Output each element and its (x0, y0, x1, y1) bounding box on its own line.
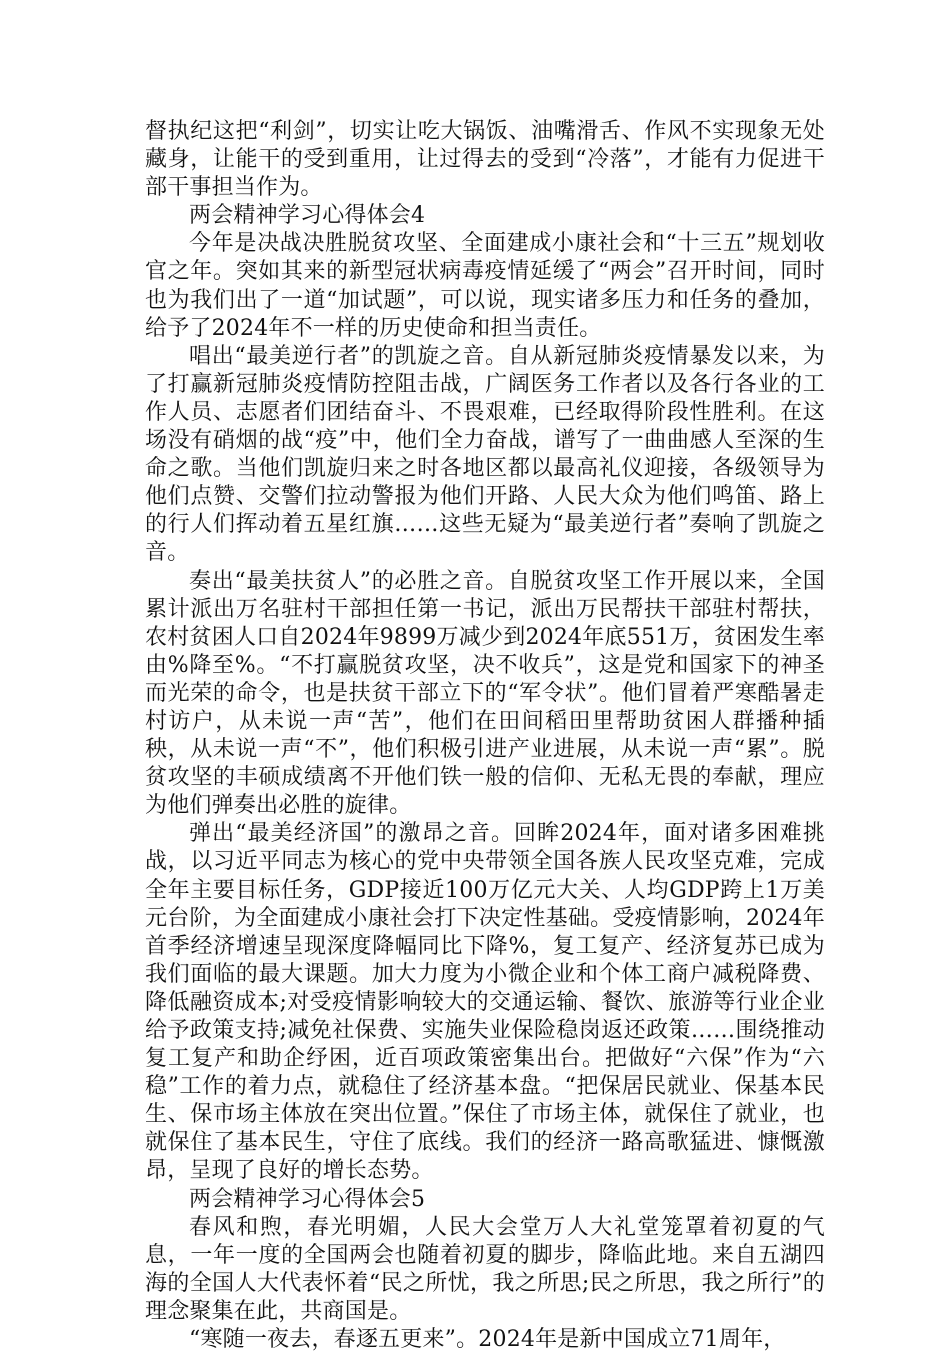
paragraph-continued: 督执纪这把“利剑”，切实让吃大锅饭、油嘴滑舌、作风不实现象无处藏身，让能干的受到重用，让过得去的受到“冷落”，才能有力促进干部干事担当作为。 (145, 119, 825, 201)
paragraph: 唱出“最美逆行者”的凯旋之音。自从新冠肺炎疫情暴发以来，为了打赢新冠肺炎疫情防控阻击战，广阔医务工作者以及各行各业的工作人员、志愿者们团结奋斗、不畏艰难，已经取得阶段性胜利。在这场没有硝烟的战“疫”中，他们全力奋战，谱写了一曲曲感人至深的生命之歌。当他们凯旋归来之时各地区都以最高礼仪迎接，各级领导为他们点赞、交警们拉动警报为他们开路、人民大众为他们鸣笛、路上的行人们挥动着五星红旗……这些无疑为“最美逆行者”奏响了凯旋之音。 (145, 343, 825, 566)
section-heading-5: 两会精神学习心得体会5 (189, 1186, 426, 1212)
paragraph: 春风和煦，春光明媚，人民大会堂万人大礼堂笼罩着初夏的气息，一年一度的全国两会也随着初夏的脚步，降临此地。来自五湖四海的全国人大代表怀着“民之所忧，我之所思;民之所思，我之所行”的理念聚集在此，共商国是。 (145, 1214, 825, 1324)
paragraph: 今年是决战决胜脱贫攻坚、全面建成小康社会和“十三五”规划收官之年。突如其来的新型冠状病毒疫情延缓了“两会”召开时间，同时也为我们出了一道“加试题”，可以说，现实诸多压力和任务的叠加，给予了2024年不一样的历史使命和担当责任。 (145, 231, 825, 341)
document-page (145, 118, 825, 1354)
section-heading-4: 两会精神学习心得体会4 (189, 203, 426, 229)
paragraph: 弹出“最美经济国”的激昂之音。回眸2024年，面对诸多困难挑战，以习近平同志为核心的党中央带领全国各族人民攻坚克难，完成全年主要目标任务，GDP接近100万亿元大关、人均GDP跨上1万美元台阶，为全面建成小康社会打下决定性基础。受疫情影响，2024年首季经济增速呈现深度降幅同比下降%，复工复产、经济复苏已成为我们面临的最大课题。加大力度为小微企业和个体工商户减税降费、降低融资成本;对受疫情影响较大的交通运输、餐饮、旅游等行业企业给予政策支持;减免社保费、实施失业保险稳岗返还政策……围绕推动复工复产和助企纾困，近百项政策密集出台。把做好“六保”作为“六稳”工作的着力点，就稳住了经济基本盘。“把保居民就业、保基本民生、保市场主体放在突出位置。”保住了市场主体，就保住了就业，也就保住了基本民生，守住了底线。我们的经济一路高歌猛进、慷慨激昂，呈现了良好的增长态势。 (145, 821, 825, 1184)
paragraph: 奏出“最美扶贫人”的必胜之音。自脱贫攻坚工作开展以来，全国累计派出万名驻村干部担任第一书记，派出万民帮扶干部驻村帮扶，农村贫困人口自2024年9899万减少到2024年底551万，贫困发生率由%降至%。“不打赢脱贫攻坚，决不收兵”，这是党和国家下的神圣而光荣的命令，也是扶贫干部立下的“军令状”。他们冒着严寒酷暑走村访户，从未说一声“苦”，他们在田间稻田里帮助贫困人群播种插秧，从未说一声“不”，他们积极引进产业进展，从未说一声“累”。脱贫攻坚的丰硕成绩离不开他们铁一般的信仰、无私无畏的奉献，理应为他们弹奏出必胜的旋律。 (145, 568, 825, 819)
paragraph: “寒随一夜去，春逐五更来”。2024年是新中国成立71周年， (189, 1327, 786, 1353)
